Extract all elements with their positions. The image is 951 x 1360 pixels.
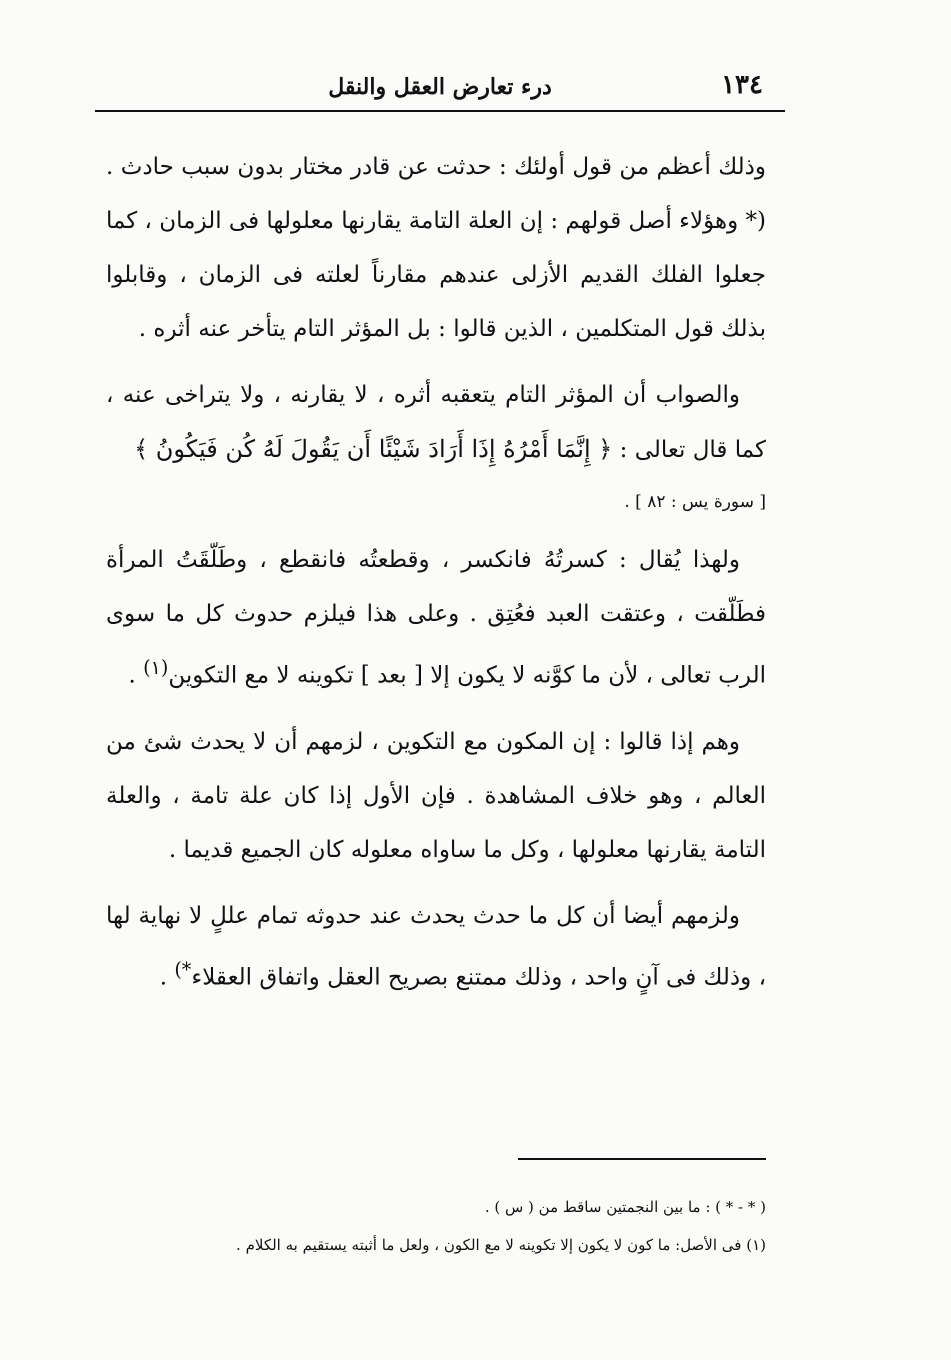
footnote-star: ( * - * ) : ما بين النجمتين ساقط من ( س ) .	[484, 1198, 766, 1216]
paragraph-5-end: .	[159, 964, 175, 991]
paragraph-2	[106, 368, 766, 477]
main-text	[106, 140, 766, 1016]
footnotes	[106, 1188, 766, 1264]
paragraph-1: وذلك أعظم من قول أولئك : حدثت عن قادر مختار بدون سبب حادث .(* وهؤلاء أصل قولهم : إن العلة التامة يقارنها معلولها فى الزمان ، كما جعلوا الفلك القديم الأزلى عندهم مقارناً لعلته فى الزمان ، وقابلوا بذلك قول المتكلمين ، الذين قالوا : بل المؤثر التام يتأخر عنه أثره .	[105, 154, 766, 342]
footnote-marker-star: *)	[174, 957, 192, 981]
footnote-rule	[518, 1158, 766, 1160]
paragraph-3-text: ولهذا يُقال : كسرتُهُ فانكسر ، وقطعتُه فانقطع ، وطَلّقَتُ المرأة فطَلّقت ، وعتقت العبد فعُتِق . وعلى هذا فيلزم حدوث كل ما سوى الرب تعالى ، لأن ما كوَّنه لا يكون إلا [ بعد ] تكوينه لا مع التكوين	[106, 547, 766, 689]
paragraph-2-text: والصواب أن المؤثر التام يتعقبه أثره ، لا يقارنه ، ولا يتراخى عنه ، كما قال تعالى :	[106, 382, 766, 463]
footnote-1: (١) فى الأصل: ما كون لا يكون إلا تكوينه لا مع الكون ، ولعل ما أثبته يستقيم به الكلام .	[236, 1236, 766, 1254]
paragraph-5-text: ولزمهم أيضا أن كل ما حدث يحدث عند حدوثه تمام عللٍ لا نهاية لها ، وذلك فى آنٍ واحد ، وذلك ممتنع بصريح العقل واتفاق العقلاء	[106, 902, 766, 991]
footnote-marker-1: (١)	[143, 656, 169, 679]
running-title: درء تعارض العقل والنقل	[328, 74, 552, 100]
quran-verse: ﴿ إِنَّمَا أَمْرُهُ إِذَا أَرَادَ شَيْئًا أَن يَقُولَ لَهُ كُن فَيَكُونُ ﴾	[134, 435, 613, 463]
paragraph-3	[106, 533, 766, 703]
paragraph-3-end: .	[128, 662, 144, 689]
paragraph-5	[106, 889, 766, 1005]
header-rule	[95, 110, 785, 112]
paragraph-4: وهم إذا قالوا : إن المكون مع التكوين ، لزمهم أن لا يحدث شئ من العالم ، وهو خلاف المشاهدة . فإن الأول إذا كان علة تامة ، والعلة التامة يقارنها معلولها ، وكل ما ساواه معلوله كان الجميع قديما .	[106, 728, 766, 863]
page-header	[95, 66, 785, 106]
surah-reference: [ سورة يس : ٨٢ ] .	[624, 492, 766, 512]
page-number: ١٣٤	[721, 70, 763, 100]
